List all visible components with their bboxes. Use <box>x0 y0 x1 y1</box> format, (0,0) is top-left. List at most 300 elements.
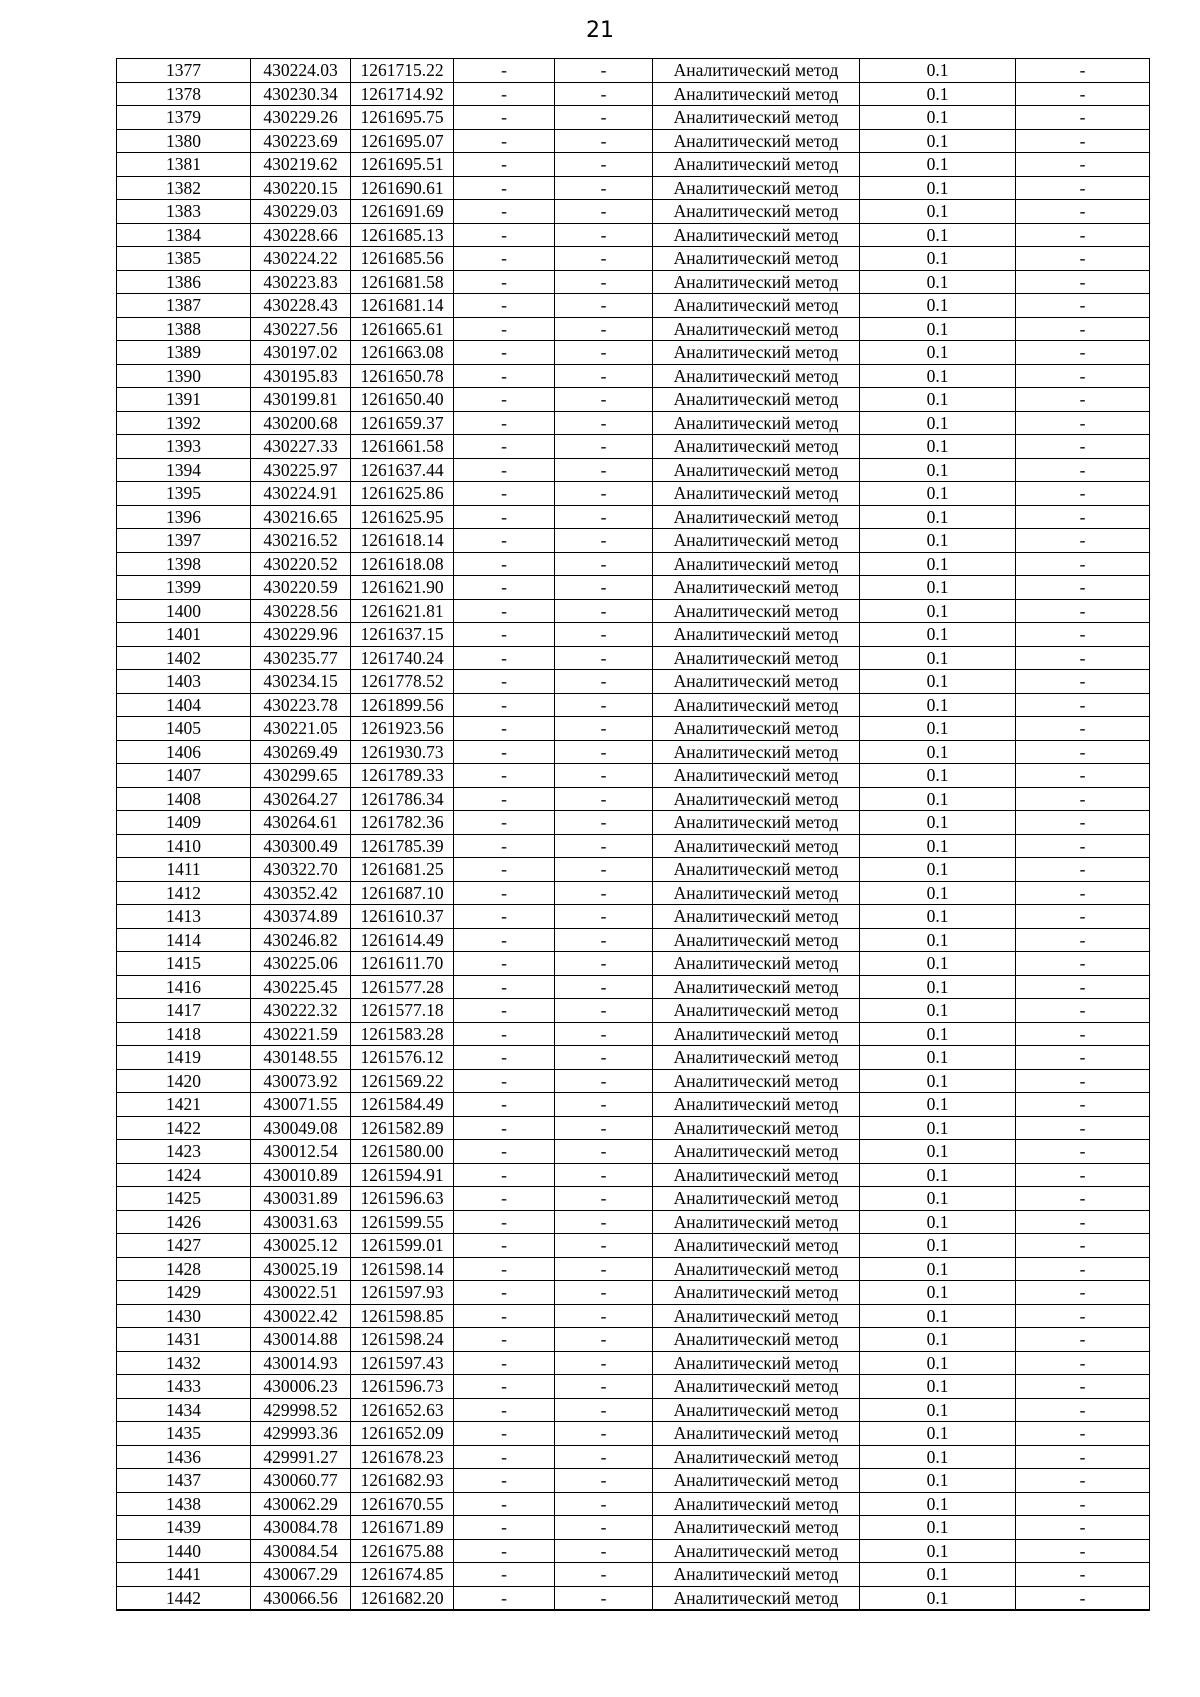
empty-cell-3: - <box>1016 1116 1150 1140</box>
empty-cell-1: - <box>454 482 555 506</box>
table-row <box>117 505 1150 529</box>
method-cell: Аналитический метод <box>653 740 860 764</box>
y-coordinate-cell: 1261569.22 <box>351 1069 454 1093</box>
empty-cell-1: - <box>454 1398 555 1422</box>
empty-cell-2: - <box>555 552 653 576</box>
accuracy-cell: 0.1 <box>860 1163 1016 1187</box>
empty-cell-2: - <box>555 1163 653 1187</box>
x-coordinate-cell: 430084.78 <box>251 1516 351 1540</box>
point-number-cell: 1408 <box>117 787 251 811</box>
x-coordinate-cell: 430049.08 <box>251 1116 351 1140</box>
x-coordinate-cell: 430228.56 <box>251 599 351 623</box>
accuracy-cell: 0.1 <box>860 529 1016 553</box>
empty-cell-2: - <box>555 1516 653 1540</box>
y-coordinate-cell: 1261782.36 <box>351 811 454 835</box>
accuracy-cell: 0.1 <box>860 1492 1016 1516</box>
accuracy-cell: 0.1 <box>860 223 1016 247</box>
table-row <box>117 458 1150 482</box>
x-coordinate-cell: 430067.29 <box>251 1563 351 1587</box>
y-coordinate-cell: 1261659.37 <box>351 411 454 435</box>
empty-cell-1: - <box>454 1046 555 1070</box>
method-cell: Аналитический метод <box>653 646 860 670</box>
y-coordinate-cell: 1261598.24 <box>351 1328 454 1352</box>
x-coordinate-cell: 430225.45 <box>251 975 351 999</box>
empty-cell-3: - <box>1016 623 1150 647</box>
empty-cell-2: - <box>555 787 653 811</box>
point-number-cell: 1434 <box>117 1398 251 1422</box>
point-number-cell: 1400 <box>117 599 251 623</box>
empty-cell-1: - <box>454 670 555 694</box>
empty-cell-3: - <box>1016 1586 1150 1610</box>
x-coordinate-cell: 430235.77 <box>251 646 351 670</box>
empty-cell-2: - <box>555 458 653 482</box>
empty-cell-3: - <box>1016 717 1150 741</box>
accuracy-cell: 0.1 <box>860 106 1016 130</box>
x-coordinate-cell: 430269.49 <box>251 740 351 764</box>
x-coordinate-cell: 430224.03 <box>251 59 351 83</box>
method-cell: Аналитический метод <box>653 881 860 905</box>
x-coordinate-cell: 430220.59 <box>251 576 351 600</box>
empty-cell-1: - <box>454 552 555 576</box>
x-coordinate-cell: 430014.88 <box>251 1328 351 1352</box>
empty-cell-2: - <box>555 341 653 365</box>
y-coordinate-cell: 1261671.89 <box>351 1516 454 1540</box>
x-coordinate-cell: 430010.89 <box>251 1163 351 1187</box>
x-coordinate-cell: 430012.54 <box>251 1140 351 1164</box>
method-cell: Аналитический метод <box>653 1304 860 1328</box>
method-cell: Аналитический метод <box>653 1093 860 1117</box>
method-cell: Аналитический метод <box>653 834 860 858</box>
x-coordinate-cell: 430073.92 <box>251 1069 351 1093</box>
empty-cell-1: - <box>454 1328 555 1352</box>
table-row <box>117 153 1150 177</box>
empty-cell-1: - <box>454 200 555 224</box>
x-coordinate-cell: 430229.26 <box>251 106 351 130</box>
empty-cell-1: - <box>454 1516 555 1540</box>
empty-cell-2: - <box>555 1281 653 1305</box>
method-cell: Аналитический метод <box>653 1187 860 1211</box>
accuracy-cell: 0.1 <box>860 764 1016 788</box>
x-coordinate-cell: 430229.96 <box>251 623 351 647</box>
empty-cell-3: - <box>1016 552 1150 576</box>
empty-cell-3: - <box>1016 247 1150 271</box>
y-coordinate-cell: 1261695.07 <box>351 129 454 153</box>
x-coordinate-cell: 430031.89 <box>251 1187 351 1211</box>
empty-cell-1: - <box>454 505 555 529</box>
table-row <box>117 1210 1150 1234</box>
empty-cell-1: - <box>454 834 555 858</box>
empty-cell-1: - <box>454 1210 555 1234</box>
empty-cell-1: - <box>454 1234 555 1258</box>
empty-cell-1: - <box>454 1116 555 1140</box>
empty-cell-3: - <box>1016 999 1150 1023</box>
empty-cell-3: - <box>1016 1093 1150 1117</box>
empty-cell-2: - <box>555 1492 653 1516</box>
method-cell: Аналитический метод <box>653 858 860 882</box>
empty-cell-3: - <box>1016 1469 1150 1493</box>
x-coordinate-cell: 430006.23 <box>251 1375 351 1399</box>
x-coordinate-cell: 430299.65 <box>251 764 351 788</box>
table-row <box>117 787 1150 811</box>
empty-cell-2: - <box>555 811 653 835</box>
method-cell: Аналитический метод <box>653 1586 860 1610</box>
point-number-cell: 1430 <box>117 1304 251 1328</box>
table-row <box>117 200 1150 224</box>
point-number-cell: 1397 <box>117 529 251 553</box>
empty-cell-3: - <box>1016 129 1150 153</box>
empty-cell-2: - <box>555 576 653 600</box>
accuracy-cell: 0.1 <box>860 1304 1016 1328</box>
empty-cell-2: - <box>555 670 653 694</box>
empty-cell-1: - <box>454 341 555 365</box>
method-cell: Аналитический метод <box>653 1351 860 1375</box>
y-coordinate-cell: 1261582.89 <box>351 1116 454 1140</box>
point-number-cell: 1423 <box>117 1140 251 1164</box>
point-number-cell: 1404 <box>117 693 251 717</box>
method-cell: Аналитический метод <box>653 317 860 341</box>
empty-cell-3: - <box>1016 1187 1150 1211</box>
table-row <box>117 905 1150 929</box>
y-coordinate-cell: 1261637.44 <box>351 458 454 482</box>
empty-cell-1: - <box>454 294 555 318</box>
method-cell: Аналитический метод <box>653 529 860 553</box>
accuracy-cell: 0.1 <box>860 176 1016 200</box>
method-cell: Аналитический метод <box>653 952 860 976</box>
empty-cell-3: - <box>1016 153 1150 177</box>
y-coordinate-cell: 1261690.61 <box>351 176 454 200</box>
accuracy-cell: 0.1 <box>860 646 1016 670</box>
empty-cell-2: - <box>555 1069 653 1093</box>
x-coordinate-cell: 430071.55 <box>251 1093 351 1117</box>
method-cell: Аналитический метод <box>653 1375 860 1399</box>
y-coordinate-cell: 1261789.33 <box>351 764 454 788</box>
method-cell: Аналитический метод <box>653 341 860 365</box>
x-coordinate-cell: 430220.15 <box>251 176 351 200</box>
point-number-cell: 1433 <box>117 1375 251 1399</box>
y-coordinate-cell: 1261681.25 <box>351 858 454 882</box>
accuracy-cell: 0.1 <box>860 599 1016 623</box>
accuracy-cell: 0.1 <box>860 1586 1016 1610</box>
method-cell: Аналитический метод <box>653 1328 860 1352</box>
accuracy-cell: 0.1 <box>860 1140 1016 1164</box>
y-coordinate-cell: 1261899.56 <box>351 693 454 717</box>
accuracy-cell: 0.1 <box>860 341 1016 365</box>
empty-cell-3: - <box>1016 576 1150 600</box>
empty-cell-3: - <box>1016 341 1150 365</box>
point-number-cell: 1387 <box>117 294 251 318</box>
accuracy-cell: 0.1 <box>860 1116 1016 1140</box>
x-coordinate-cell: 430322.70 <box>251 858 351 882</box>
empty-cell-3: - <box>1016 482 1150 506</box>
x-coordinate-cell: 430060.77 <box>251 1469 351 1493</box>
empty-cell-3: - <box>1016 952 1150 976</box>
y-coordinate-cell: 1261675.88 <box>351 1539 454 1563</box>
method-cell: Аналитический метод <box>653 1563 860 1587</box>
method-cell: Аналитический метод <box>653 270 860 294</box>
accuracy-cell: 0.1 <box>860 294 1016 318</box>
accuracy-cell: 0.1 <box>860 811 1016 835</box>
x-coordinate-cell: 430025.19 <box>251 1257 351 1281</box>
empty-cell-2: - <box>555 1375 653 1399</box>
empty-cell-1: - <box>454 1304 555 1328</box>
accuracy-cell: 0.1 <box>860 364 1016 388</box>
point-number-cell: 1405 <box>117 717 251 741</box>
empty-cell-1: - <box>454 576 555 600</box>
point-number-cell: 1438 <box>117 1492 251 1516</box>
empty-cell-3: - <box>1016 905 1150 929</box>
method-cell: Аналитический метод <box>653 811 860 835</box>
accuracy-cell: 0.1 <box>860 1516 1016 1540</box>
accuracy-cell: 0.1 <box>860 1328 1016 1352</box>
point-number-cell: 1389 <box>117 341 251 365</box>
accuracy-cell: 0.1 <box>860 1257 1016 1281</box>
empty-cell-1: - <box>454 905 555 929</box>
x-coordinate-cell: 430022.51 <box>251 1281 351 1305</box>
method-cell: Аналитический метод <box>653 388 860 412</box>
x-coordinate-cell: 430228.66 <box>251 223 351 247</box>
empty-cell-2: - <box>555 881 653 905</box>
table-row <box>117 1257 1150 1281</box>
point-number-cell: 1428 <box>117 1257 251 1281</box>
empty-cell-1: - <box>454 811 555 835</box>
method-cell: Аналитический метод <box>653 223 860 247</box>
method-cell: Аналитический метод <box>653 1046 860 1070</box>
empty-cell-2: - <box>555 529 653 553</box>
accuracy-cell: 0.1 <box>860 1351 1016 1375</box>
x-coordinate-cell: 430220.52 <box>251 552 351 576</box>
accuracy-cell: 0.1 <box>860 458 1016 482</box>
empty-cell-3: - <box>1016 59 1150 83</box>
empty-cell-2: - <box>555 153 653 177</box>
x-coordinate-cell: 430222.32 <box>251 999 351 1023</box>
point-number-cell: 1432 <box>117 1351 251 1375</box>
y-coordinate-cell: 1261580.00 <box>351 1140 454 1164</box>
y-coordinate-cell: 1261594.91 <box>351 1163 454 1187</box>
x-coordinate-cell: 430062.29 <box>251 1492 351 1516</box>
empty-cell-1: - <box>454 411 555 435</box>
accuracy-cell: 0.1 <box>860 1187 1016 1211</box>
x-coordinate-cell: 429998.52 <box>251 1398 351 1422</box>
y-coordinate-cell: 1261714.92 <box>351 82 454 106</box>
table-row <box>117 576 1150 600</box>
method-cell: Аналитический метод <box>653 764 860 788</box>
x-coordinate-cell: 430230.34 <box>251 82 351 106</box>
table-row <box>117 670 1150 694</box>
table-row <box>117 176 1150 200</box>
y-coordinate-cell: 1261682.93 <box>351 1469 454 1493</box>
empty-cell-2: - <box>555 223 653 247</box>
page-number: 21 <box>586 18 614 43</box>
point-number-cell: 1386 <box>117 270 251 294</box>
accuracy-cell: 0.1 <box>860 1398 1016 1422</box>
y-coordinate-cell: 1261599.01 <box>351 1234 454 1258</box>
table-row <box>117 1022 1150 1046</box>
x-coordinate-cell: 430374.89 <box>251 905 351 929</box>
x-coordinate-cell: 430195.83 <box>251 364 351 388</box>
y-coordinate-cell: 1261652.63 <box>351 1398 454 1422</box>
accuracy-cell: 0.1 <box>860 317 1016 341</box>
empty-cell-1: - <box>454 764 555 788</box>
table-row <box>117 1163 1150 1187</box>
empty-cell-2: - <box>555 952 653 976</box>
table-row <box>117 599 1150 623</box>
y-coordinate-cell: 1261637.15 <box>351 623 454 647</box>
accuracy-cell: 0.1 <box>860 153 1016 177</box>
empty-cell-1: - <box>454 1539 555 1563</box>
y-coordinate-cell: 1261670.55 <box>351 1492 454 1516</box>
x-coordinate-cell: 430224.91 <box>251 482 351 506</box>
y-coordinate-cell: 1261663.08 <box>351 341 454 365</box>
empty-cell-1: - <box>454 1069 555 1093</box>
y-coordinate-cell: 1261681.58 <box>351 270 454 294</box>
method-cell: Аналитический метод <box>653 599 860 623</box>
method-cell: Аналитический метод <box>653 1469 860 1493</box>
empty-cell-2: - <box>555 1539 653 1563</box>
empty-cell-3: - <box>1016 881 1150 905</box>
empty-cell-2: - <box>555 1093 653 1117</box>
empty-cell-2: - <box>555 59 653 83</box>
method-cell: Аналитический метод <box>653 59 860 83</box>
y-coordinate-cell: 1261786.34 <box>351 787 454 811</box>
empty-cell-3: - <box>1016 176 1150 200</box>
point-number-cell: 1420 <box>117 1069 251 1093</box>
empty-cell-2: - <box>555 129 653 153</box>
point-number-cell: 1402 <box>117 646 251 670</box>
empty-cell-3: - <box>1016 1022 1150 1046</box>
table-row <box>117 1516 1150 1540</box>
method-cell: Аналитический метод <box>653 1069 860 1093</box>
point-number-cell: 1396 <box>117 505 251 529</box>
empty-cell-1: - <box>454 364 555 388</box>
empty-cell-3: - <box>1016 975 1150 999</box>
empty-cell-3: - <box>1016 764 1150 788</box>
x-coordinate-cell: 430221.59 <box>251 1022 351 1046</box>
y-coordinate-cell: 1261685.13 <box>351 223 454 247</box>
accuracy-cell: 0.1 <box>860 1563 1016 1587</box>
accuracy-cell: 0.1 <box>860 1375 1016 1399</box>
point-number-cell: 1381 <box>117 153 251 177</box>
point-number-cell: 1442 <box>117 1586 251 1610</box>
empty-cell-1: - <box>454 176 555 200</box>
y-coordinate-cell: 1261650.78 <box>351 364 454 388</box>
method-cell: Аналитический метод <box>653 693 860 717</box>
empty-cell-1: - <box>454 975 555 999</box>
accuracy-cell: 0.1 <box>860 1539 1016 1563</box>
table-row <box>117 717 1150 741</box>
empty-cell-1: - <box>454 270 555 294</box>
accuracy-cell: 0.1 <box>860 435 1016 459</box>
accuracy-cell: 0.1 <box>860 670 1016 694</box>
empty-cell-1: - <box>454 1469 555 1493</box>
empty-cell-2: - <box>555 646 653 670</box>
method-cell: Аналитический метод <box>653 1422 860 1446</box>
method-cell: Аналитический метод <box>653 435 860 459</box>
empty-cell-3: - <box>1016 435 1150 459</box>
accuracy-cell: 0.1 <box>860 1210 1016 1234</box>
empty-cell-3: - <box>1016 1422 1150 1446</box>
empty-cell-3: - <box>1016 1069 1150 1093</box>
method-cell: Аналитический метод <box>653 1257 860 1281</box>
table-row <box>117 1375 1150 1399</box>
y-coordinate-cell: 1261930.73 <box>351 740 454 764</box>
point-number-cell: 1419 <box>117 1046 251 1070</box>
x-coordinate-cell: 430229.03 <box>251 200 351 224</box>
empty-cell-3: - <box>1016 858 1150 882</box>
x-coordinate-cell: 430216.52 <box>251 529 351 553</box>
x-coordinate-cell: 430219.62 <box>251 153 351 177</box>
accuracy-cell: 0.1 <box>860 1422 1016 1446</box>
table-row <box>117 129 1150 153</box>
accuracy-cell: 0.1 <box>860 576 1016 600</box>
method-cell: Аналитический метод <box>653 1281 860 1305</box>
y-coordinate-cell: 1261715.22 <box>351 59 454 83</box>
accuracy-cell: 0.1 <box>860 623 1016 647</box>
empty-cell-3: - <box>1016 1304 1150 1328</box>
empty-cell-1: - <box>454 928 555 952</box>
empty-cell-3: - <box>1016 1328 1150 1352</box>
empty-cell-2: - <box>555 1022 653 1046</box>
y-coordinate-cell: 1261661.58 <box>351 435 454 459</box>
table-row <box>117 834 1150 858</box>
point-number-cell: 1413 <box>117 905 251 929</box>
point-number-cell: 1385 <box>117 247 251 271</box>
method-cell: Аналитический метод <box>653 1234 860 1258</box>
accuracy-cell: 0.1 <box>860 1069 1016 1093</box>
y-coordinate-cell: 1261618.08 <box>351 552 454 576</box>
empty-cell-1: - <box>454 952 555 976</box>
empty-cell-1: - <box>454 458 555 482</box>
y-coordinate-cell: 1261597.93 <box>351 1281 454 1305</box>
table-row <box>117 317 1150 341</box>
point-number-cell: 1441 <box>117 1563 251 1587</box>
y-coordinate-cell: 1261778.52 <box>351 670 454 694</box>
empty-cell-2: - <box>555 975 653 999</box>
table-row <box>117 1046 1150 1070</box>
x-coordinate-cell: 430200.68 <box>251 411 351 435</box>
y-coordinate-cell: 1261687.10 <box>351 881 454 905</box>
empty-cell-1: - <box>454 317 555 341</box>
empty-cell-2: - <box>555 623 653 647</box>
point-number-cell: 1424 <box>117 1163 251 1187</box>
empty-cell-2: - <box>555 928 653 952</box>
point-number-cell: 1426 <box>117 1210 251 1234</box>
empty-cell-1: - <box>454 1351 555 1375</box>
accuracy-cell: 0.1 <box>860 905 1016 929</box>
table-row <box>117 764 1150 788</box>
table-row <box>117 552 1150 576</box>
table-row <box>117 247 1150 271</box>
table-row <box>117 623 1150 647</box>
empty-cell-2: - <box>555 905 653 929</box>
empty-cell-1: - <box>454 82 555 106</box>
table-row <box>117 106 1150 130</box>
empty-cell-2: - <box>555 106 653 130</box>
empty-cell-1: - <box>454 623 555 647</box>
x-coordinate-cell: 430223.83 <box>251 270 351 294</box>
point-number-cell: 1394 <box>117 458 251 482</box>
x-coordinate-cell: 430148.55 <box>251 1046 351 1070</box>
table-row <box>117 952 1150 976</box>
empty-cell-3: - <box>1016 223 1150 247</box>
accuracy-cell: 0.1 <box>860 129 1016 153</box>
empty-cell-2: - <box>555 200 653 224</box>
empty-cell-1: - <box>454 1563 555 1587</box>
empty-cell-2: - <box>555 1351 653 1375</box>
method-cell: Аналитический метод <box>653 1116 860 1140</box>
table-row <box>117 1586 1150 1610</box>
x-coordinate-cell: 430199.81 <box>251 388 351 412</box>
accuracy-cell: 0.1 <box>860 858 1016 882</box>
